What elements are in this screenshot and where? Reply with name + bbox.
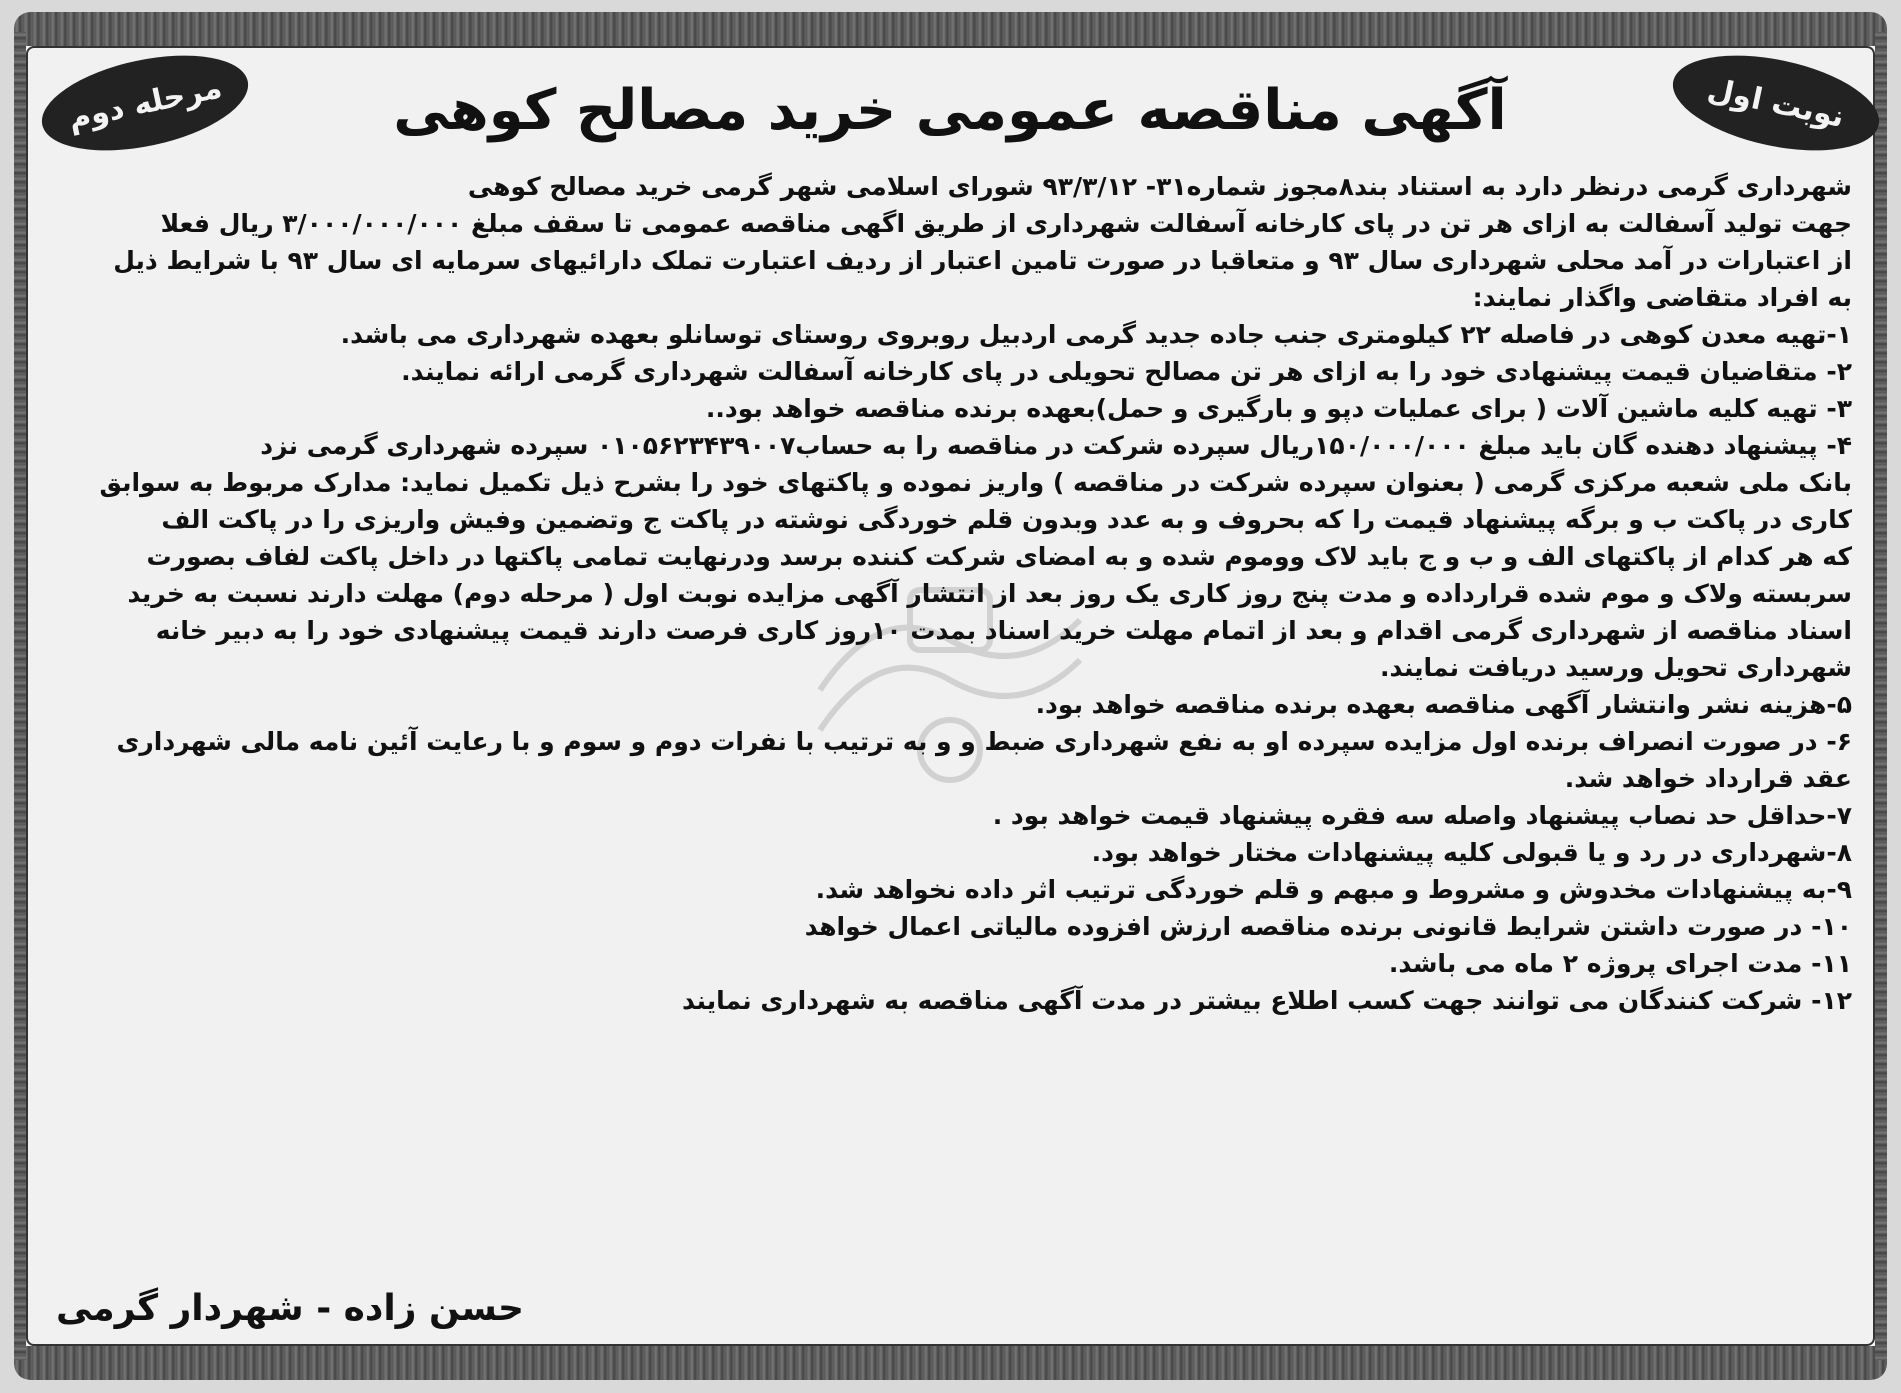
condition-item-4-cont: که هر کدام از پاکتهای الف و ب و ج باید لاک ووموم شده و به امضای شرکت کننده برسد ودرنهایت تمامی پاکتها در داخل پاکت لفاف بصورت (146, 542, 1852, 571)
condition-item-7: ۷-حداقل حد نصاب پیشنهاد واصله سه فقره پیشنهاد قیمت خواهد بود . (992, 801, 1852, 830)
frame-bottom-border (14, 1346, 1887, 1380)
notice-title: آگهی مناقصه عمومی خرید مصالح کوهی (393, 78, 1507, 143)
notice-body (52, 168, 1852, 1019)
condition-item-1: ۱-تهیه معدن کوهی در فاصله ۲۲ کیلومتری جنب جاده جدید گرمی اردبیل روبروی روستای توسانلو بعهده شهرداری می باشد. (340, 320, 1852, 349)
condition-item-8: ۸-شهرداری در رد و یا قبولی کلیه پیشنهادات مختار خواهد بود. (1091, 838, 1852, 867)
intro-paragraph (52, 168, 1852, 316)
first-turn-label: نوبت اول (1704, 71, 1848, 135)
intro-line: از اعتبارات در آمد محلی شهرداری سال ۹۳ و متعاقبا در صورت تامین اعتبار از ردیف اعتبارت تملک دارائیهای سرمایه ای سال ۹۳ با شرایط ذیل (113, 246, 1852, 275)
second-stage-label: مرحله دوم (65, 69, 225, 137)
condition-item-4-cont: بانک ملی شعبه مرکزی گرمی ( بعنوان سپرده شرکت در مناقصه ) واریز نموده و پاکتهای خود را بشرح ذیل تکمیل نماید: مدارک مربوط به سوابق (99, 468, 1852, 497)
condition-item-11: ۱۱- مدت اجرای پروژه ۲ ماه می باشد. (1388, 949, 1852, 978)
intro-line: به افراد متقاضی واگذار نمایند: (1472, 283, 1852, 312)
mayor-signature: حسن زاده - شهردار گرمی (56, 1288, 524, 1329)
condition-item-4-cont: اسناد مناقصه از شهرداری گرمی اقدام و بعد از اتمام مهلت خرید اسناد بمدت ۱۰روز کاری فرصت دارند قیمت پیشنهادی خود را به دبیر خانه (155, 616, 1852, 645)
frame-right-border (1875, 32, 1887, 1360)
condition-item-10: ۱۰- در صورت داشتن شرایط قانونی برنده مناقصه ارزش افزوده مالیاتی اعمال خواهد (804, 912, 1852, 941)
condition-item-4: ۴- پیشنهاد دهنده گان باید مبلغ ۱۵۰/۰۰۰/۰۰۰ریال سپرده شرکت در مناقصه را به حساب۰۱۰۵۶۲۳۴۳۹۰۰۷ سپرده شهرداری گرمی نزد (260, 431, 1852, 460)
frame-left-border (14, 32, 26, 1360)
condition-item-4-cont: کاری در پاکت ب و برگه پیشنهاد قیمت را که بحروف و به عدد وبدون قلم خوردگی نوشته در پاکت ج وتضمین وفیش واریزی را در پاکت الف (161, 505, 1852, 534)
condition-item-9: ۹-به پیشنهادات مخدوش و مشروط و مبهم و قلم خوردگی ترتیب اثر داده نخواهد شد. (815, 875, 1852, 904)
condition-item-3: ۳- تهیه کلیه ماشین آلات ( برای عملیات دپو و بارگیری و حمل)بعهده برنده مناقصه خواهد بود.. (705, 394, 1852, 423)
condition-item-4-cont: شهرداری تحویل ورسید دریافت نمایند. (1380, 653, 1852, 682)
conditions-list (52, 316, 1852, 1019)
condition-item-5: ۵-هزینه نشر وانتشار آگهی مناقصه بعهده برنده مناقصه خواهد بود. (1035, 690, 1852, 719)
condition-item-12: ۱۲- شرکت کنندگان می توانند جهت کسب اطلاع بیشتر در مدت آگهی مناقصه به شهرداری نمایند (682, 986, 1852, 1015)
condition-item-6-cont: عقد قرارداد خواهد شد. (1564, 764, 1852, 793)
frame-top-border (14, 12, 1887, 46)
condition-item-2: ۲- متقاضیان قیمت پیشنهادی خود را به ازای هر تن مصالح تحویلی در پای کارخانه آسفالت شهرداری گرمی ارائه نمایند. (401, 357, 1852, 386)
condition-item-6: ۶- در صورت انصراف برنده اول مزایده سپرده او به نفع شهرداری ضبط و و به ترتیب با نفرات دوم و سوم و با رعایت آئین نامه مالی شهرداری (116, 727, 1852, 756)
intro-line: جهت تولید آسفالت به ازای هر تن در پای کارخانه آسفالت شهرداری از طریق اگهی مناقصه عمومی تا سقف مبلغ ۳/۰۰۰/۰۰۰/۰۰۰ ریال فعلا (160, 209, 1852, 238)
condition-item-4-cont: سربسته ولاک و موم شده قرارداده و مدت پنج روز کاری یک روز بعد از انتشار آگهی مزایده نوبت اول ( مرحله دوم) مهلت دارند نسبت به خرید (127, 579, 1852, 608)
intro-line: شهرداری گرمی درنظر دارد به استناد بند۸مجوز شماره۳۱- ۹۳/۳/۱۲ شورای اسلامی شهر گرمی خرید مصالح کوهی (467, 172, 1852, 201)
